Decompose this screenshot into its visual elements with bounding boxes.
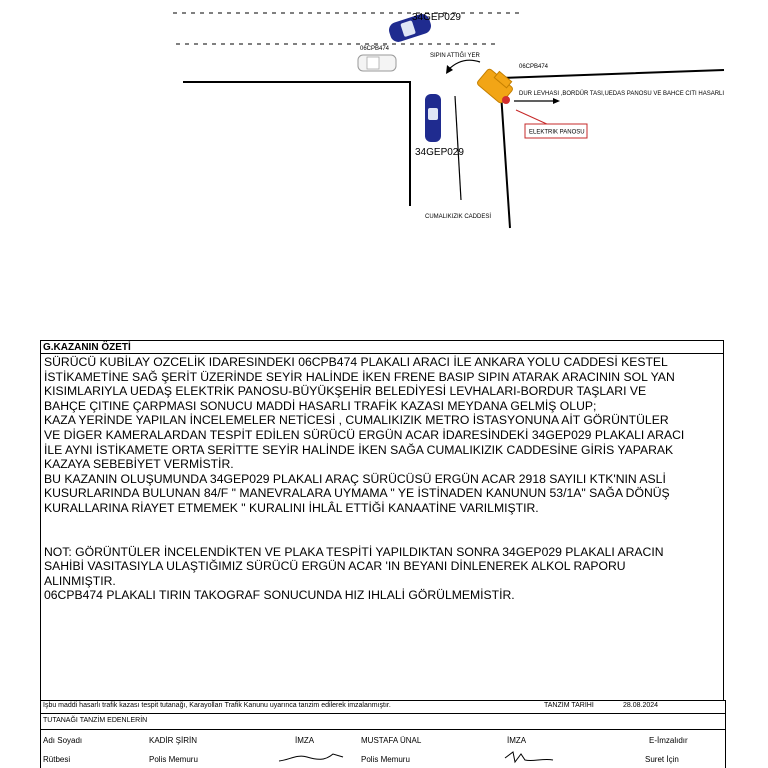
summary-line: KISIMLARIYLA UEDAŞ ELEKTRİK PANOSU-BÜYÜKŞEHİR BELEDİYESİ LEVHALARI-BORDUR TAŞLARI VE	[44, 384, 647, 399]
accident-summary-box	[40, 340, 724, 700]
summary-line: VE DİGER KAMERALARDAN TESPİT EDİLEN SÜRÜCÜ ERGÜN ACAR İDARESİNDEKİ 34GEP029 PLAKALI ARACI	[44, 427, 685, 442]
stop-sign-icon	[502, 96, 510, 104]
name-row-label: Adı Soyadı	[43, 736, 83, 745]
summary-line: KURALLARINA RİAYET ETMEMEK " KURALINI İHLÂL ETTİĞİ KANAATİNE VARILMIŞTIR.	[44, 500, 539, 515]
street-label: CUMALIKIZIK CADDESİ	[425, 214, 492, 220]
summary-line: İSTİKAMETİNE SAĞ ŞERİT ÜZERİNDE SEYİR HALİNDE İKEN FRENE BASIP SIPIN ATARAK ARACININ SOL YAN	[44, 369, 675, 384]
damage-arrowhead	[553, 98, 560, 104]
officer1-signature-image	[277, 746, 347, 766]
summary-line: KAZAYA SEBEBİYET VERMİSTİR.	[44, 457, 234, 472]
officer1-signature-label: İMZA	[295, 736, 315, 745]
spin-curve	[448, 60, 480, 70]
vehicle-label-ghost: 06CPB474	[360, 46, 390, 52]
ghost-truck-06cpb474	[358, 55, 396, 71]
spin-label: SIPIN ATTIĞI YER	[430, 53, 480, 59]
note-line: NOT: GÖRÜNTÜLER İNCELENDİKTEN VE PLAKA TESPİTİ YAPILDIKTAN SONRA 34GEP029 PLAKALI ARACIN	[44, 544, 664, 559]
summary-line: BU KAZANIN OLUŞUMUNDA 34GEP029 PLAKALI ARAÇ SÜRÜCÜSÜ ERGÜN ACAR 2918 SAYILI KTK'NIN ASLİ	[44, 471, 666, 486]
panel-label: ELEKTRIK PANOSU	[529, 129, 585, 136]
truck-06cpb474	[476, 65, 516, 104]
legal-statement: İşbu maddi hasarlı trafik kazası tespit tutanağı, Karayolları Trafik Kanunu uyarınca tanzim edilerek imzalanmıştır.	[43, 702, 391, 709]
road-edge-left	[183, 82, 410, 206]
signature-footer	[40, 700, 726, 768]
e-signed-note: E-İmzalıdır	[649, 736, 688, 745]
copy-note: Suret İçin	[645, 755, 679, 764]
officer1-rank: Polis Memuru	[149, 755, 198, 764]
rank-row-label: Rütbesi	[43, 755, 71, 764]
officer2-signature-label: İMZA	[507, 736, 527, 745]
issuers-title: TUTANAĞI TANZİM EDENLERİN	[43, 717, 148, 724]
vehicle-label-turn: 34GEP029	[415, 147, 464, 158]
truck-label: 06CPB474	[519, 64, 549, 70]
note-line: ALINMIŞTIR.	[44, 573, 116, 588]
note-line: 06CPB474 PLAKALI TIRIN TAKOGRAF SONUCUNDA HIZ IHLALİ GÖRÜLMEMİSTİR.	[44, 588, 515, 603]
officer1-name: KADİR ŞİRİN	[149, 736, 198, 745]
footer-divider	[41, 729, 725, 730]
summary-heading: G.KAZANIN ÖZETİ	[41, 341, 723, 354]
footer-divider	[41, 713, 725, 714]
panel-pointer-line	[516, 110, 549, 125]
note-line: SAHİBİ VASITASIYLA ULAŞTIĞIMIZ SÜRÜCÜ ERGÜN ACAR 'IN BEYANI DİNLENEREK ALKOL RAPORU	[44, 559, 626, 574]
officer2-name: MUSTAFA ÜNAL	[361, 736, 422, 745]
vehicle-label-top: 34GEP029	[412, 12, 461, 23]
issue-date: 28.08.2024	[623, 702, 659, 709]
damage-label: DUR LEVHASI ,BORDÜR TASI,UEDAS PANOSU VE BAHCE CITI HASARLI	[519, 91, 725, 97]
car-34gep029-turn	[425, 94, 441, 142]
summary-line: İLE AYNI İSTİKAMETE ORTA SERİTTE SEYİR HALİNDE İKEN SAĞA CUMALIKIZIK CADDESİNE GİRİS YAPARAK	[44, 442, 674, 457]
officer2-signature-image	[503, 748, 557, 766]
accident-sketch	[0, 0, 768, 340]
summary-body	[44, 355, 722, 603]
officer2-rank: Polis Memuru	[361, 755, 410, 764]
summary-line: KAZA YERİNDE YAPILAN İNCELEMELER NETİCESİ , CUMALIKIZIK METRO İSTASYONUNA AİT GÖRÜNTÜLER	[44, 413, 669, 428]
footer-top-rule	[41, 700, 725, 701]
summary-line: BAHÇE ÇITINE ÇARPMASI SONUCU MADDİ HASARLI TRAFİK KAZASI MEYDANA GELMİŞ OLUP;	[44, 398, 597, 413]
summary-line: KUSURLARINDA BULUNAN 84/F " MANEVRALARA UYMAMA " YE İSTİNADEN KANUNUN 53/1A" SAĞA DÖNÜŞ	[44, 486, 670, 501]
date-label: TANZİM TARİHİ	[544, 702, 594, 709]
summary-line: SÜRÜCÜ KUBİLAY OZCELİK IDARESINDEKI 06CPB474 PLAKALI ARACI İLE ANKARA YOLU CADDESİ KESTEL	[44, 355, 668, 369]
